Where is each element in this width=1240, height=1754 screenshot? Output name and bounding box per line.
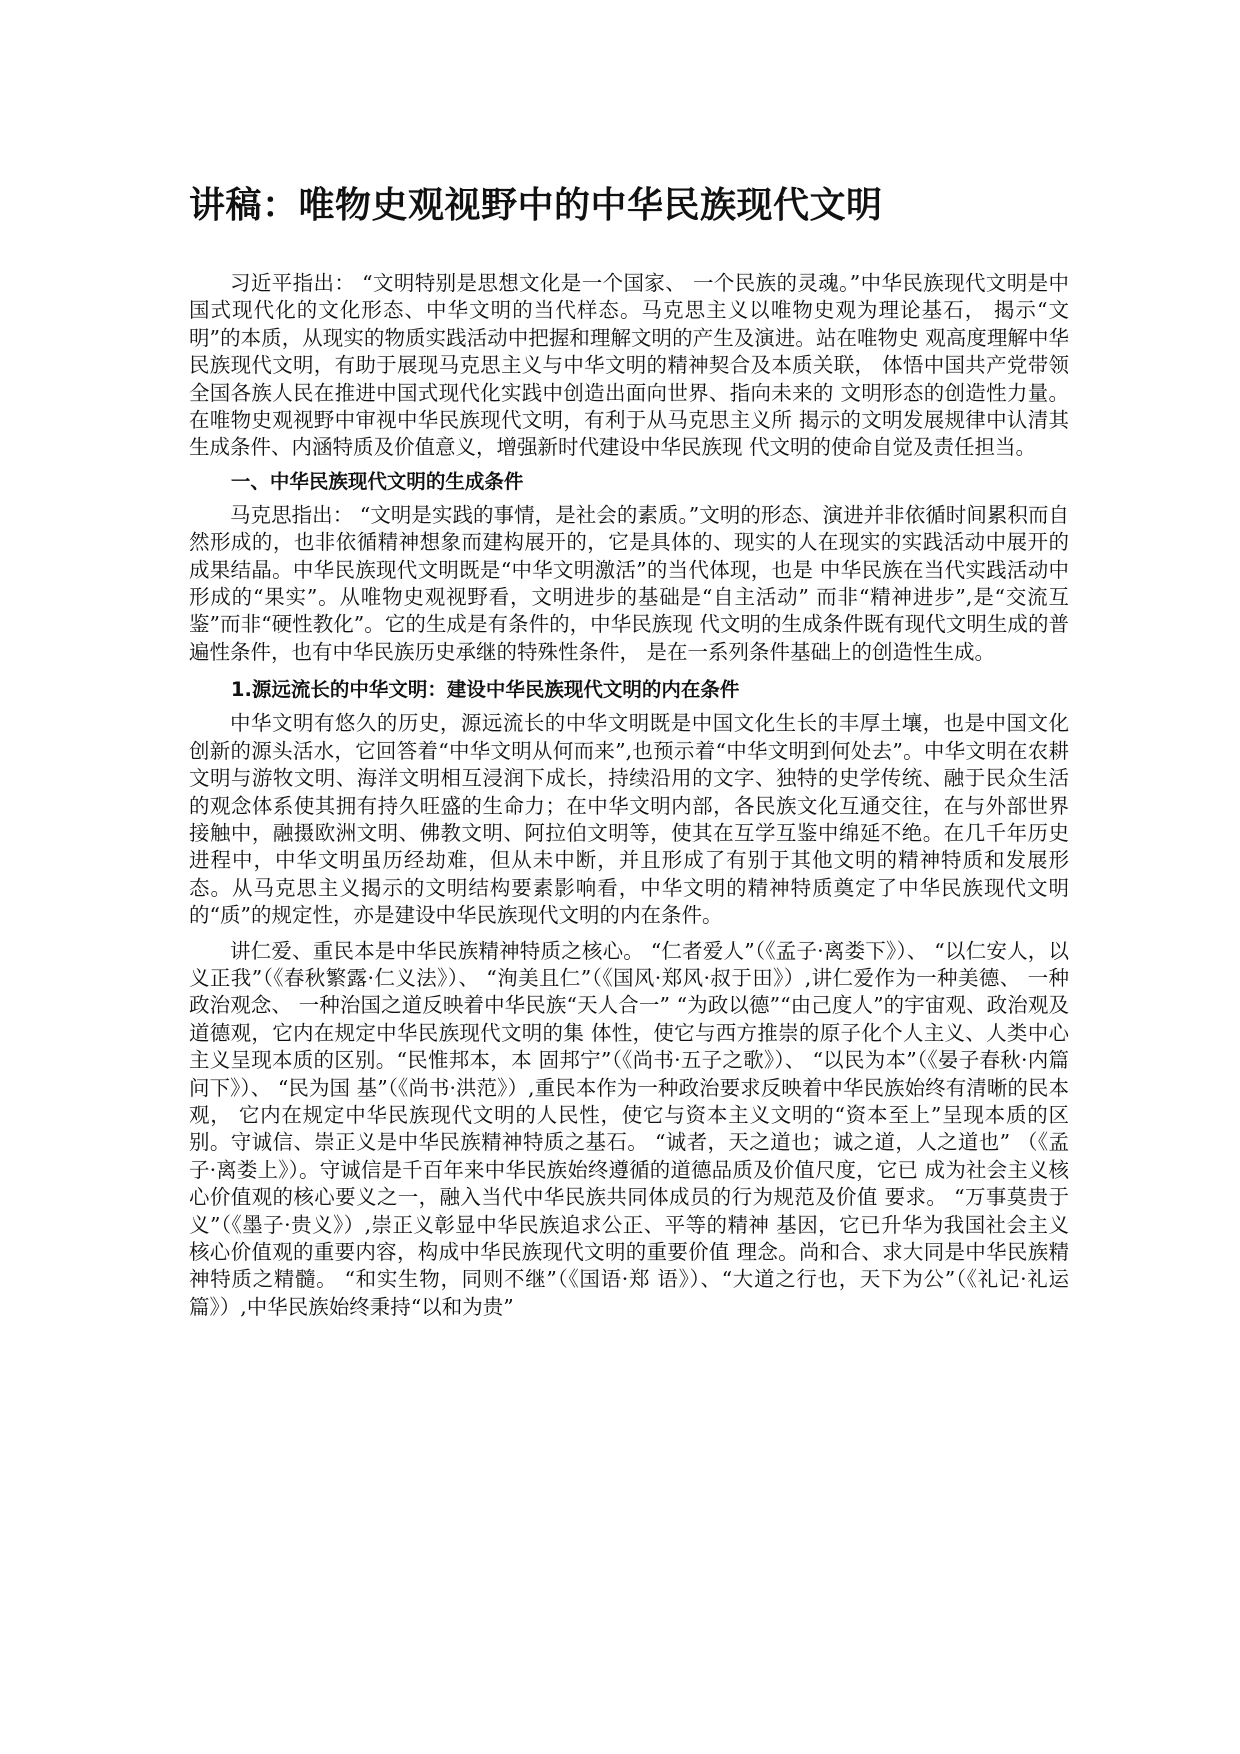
section-heading: 一、中华民族现代文明的生成条件 <box>230 469 524 493</box>
intro-paragraph: 习近平指出： “文明特别是思想文化是一个国家、 一个民族的灵魂。”中华民族现代文明是中国式现代化的文化形态、中华文明的当代样态。马克思主义以唯物史观为理论基石， 揭示“文明”的本质，从现实的物质实践活动中把握和理解文明的产生及演进。站在唯物史 观高度理解中华民族现代文明，有助于展现马克思主义与中华文明的精神契合及本质关联， 体悟中国共产党带领全国各族人民在推进中国式现代化实践中创造出面向世界、指向未来的 文明形态的创造性力量。在唯物史观视野中审视中华民族现代文明，有利于从马克思主义所 揭示的文明发展规律中认清其生成条件、内涵特质及价值意义，增强新时代建设中华民族现 代文明的使命自觉及责任担当。 <box>189 271 1069 460</box>
subsection-paragraph-2: 讲仁爱、重民本是中华民族精神特质之核心。 “仁者爱人”（《孟子·离娄下》）、 “以仁安人，以义正我”（《春秋繁露·仁义法》）、 “洵美且仁”（《国风·郑风·叔于田》）,讲仁爱作为一种美德、 一种政治观念、 一种治国之道反映着中华民族“天人合一” “为政以德”“由己度人”的宇宙观、政治观及道德观，它内在规定中华民族现代文明的集 体性，使它与西方推崇的原子化个人主义、人类中心主义呈现本质的区别。“民惟邦本，本 固邦宁”（《尚书·五子之歌》）、 “以民为本”（《晏子春秋·内篇问下》）、 “民为国 基”（《尚书·洪范》）,重民本作为一种政治要求反映着中华民族始终有清晰的民本观， 它内在规定中华民族现代文明的人民性，使它与资本主义文明的“资本至上”呈现本质的区 别。守诚信、崇正义是中华民族精神特质之基石。 “诚者，天之道也；诚之道，人之道也” （《孟子·离娄上》）。守诚信是千百年来中华民族始终遵循的道德品质及价值尺度，它已 成为社会主义核心价值观的核心要义之一，融入当代中华民族共同体成员的行为规范及价值 要求。 “万事莫贵于义”（《墨子·贵义》）,崇正义彰显中华民族追求公正、平等的精神 基因，它已升华为我国社会主义核心价值观的重要内容，构成中华民族现代文明的重要价值 理念。尚和合、求大同是中华民族精神特质之精髓。 “和实生物，同则不继”（《国语·郑 语》）、“大道之行也，天下为公”（《礼记·礼运篇》）,中华民族始终秉持“以和为贵” <box>189 938 1069 1319</box>
document-title: 讲稿：唯物史观视野中的中华民族现代文明 <box>189 185 883 226</box>
subsection-paragraph: 中华文明有悠久的历史，源远流长的中华文明既是中国文化生长的丰厚土壤，也是中国文化创新的源头活水，它回答着“中华文明从何而来”,也预示着“中华文明到何处去”。中华文明在农耕文明与游牧文明、海洋文明相互浸润下成长，持续沿用的文字、独特的史学传统、融于民众生活的观念体系使其拥有持久旺盛的生命力；在中华文明内部，各民族文化互通交往，在与外部世界接触中，融摄欧洲文明、佛教文明、阿拉伯文明等，使其在互学互鉴中绵延不绝。在几千年历史进程中，中华文明虽历经劫难，但从未中断，并且形成了有别于其他文明的精神特质和发展形态。从马克思主义揭示的文明结构要素影响看，中华文明的精神特质奠定了中华民族现代文明的“质”的规定性，亦是建设中华民族现代文明的内在条件。 <box>189 711 1069 928</box>
paragraph-spacer <box>189 930 1069 938</box>
section-paragraph: 马克思指出： “文明是实践的事情，是社会的素质。”文明的形态、演进并非依循时间累积而自然形成的，也非依循精神想象而建构展开的，它是具体的、现实的人在现实的实践活动中展开的成果结晶。中华民族现代文明既是“中华文明激活”的当代体现，也是 中华民族在当代实践活动中形成的“果实”。从唯物史观视野看，文明进步的基础是“自主活动” 而非“精神进步”,是“交流互鉴”而非“硬性教化”。它的生成是有条件的，中华民族现 代文明的生成条件既有现代文明生成的普遍性条件，也有中华民族历史承继的特殊性条件， 是在一系列条件基础上的创造性生成。 <box>189 502 1069 664</box>
subsection-heading: 1.源远流长的中华文明：建设中华民族现代文明的内在条件 <box>230 678 740 702</box>
document-page <box>189 182 1069 1321</box>
